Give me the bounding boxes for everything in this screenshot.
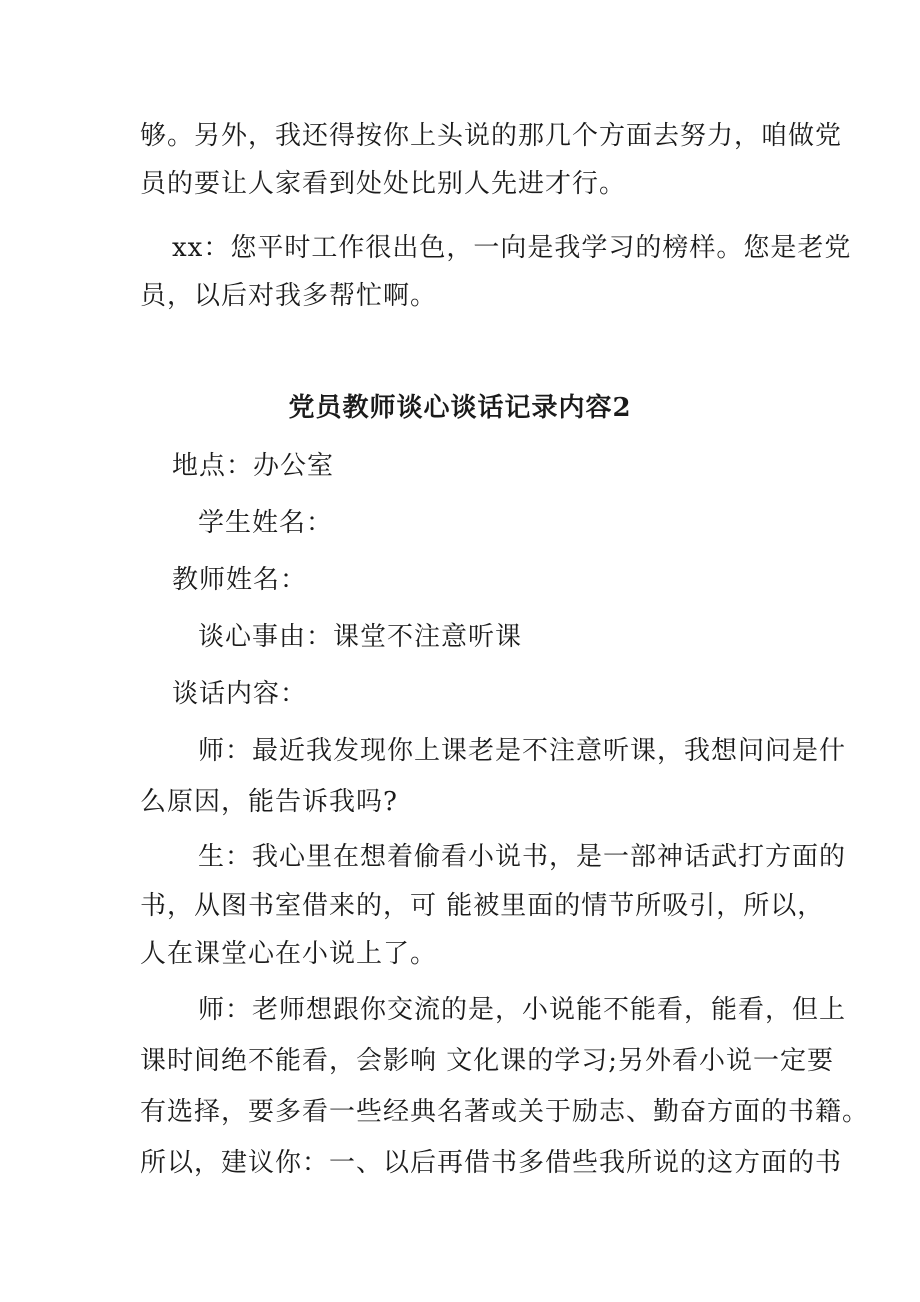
- location-line: 地点：办公室: [172, 451, 335, 481]
- dialogue-line: 么原因，能告诉我吗?: [140, 787, 398, 817]
- dialogue-line: 人在课堂心在小说上了。: [140, 939, 438, 969]
- dialogue-line: 课时间绝不能看，会影响 文化课的学习;另外看小说一定要: [140, 1046, 835, 1076]
- student-name-line: 学生姓名：: [198, 508, 334, 538]
- dialogue-line: 所以，建议你：一、以后再借书多借些我所说的这方面的书: [140, 1148, 843, 1178]
- paragraph-line: 员，以后对我多帮忙啊。: [140, 281, 438, 311]
- dialogue-line: 师：最近我发现你上课老是不注意听课，我想问问是什: [198, 736, 847, 766]
- content-label: 谈话内容：: [172, 679, 308, 709]
- section-title: 党员教师谈心谈话记录内容2: [288, 393, 632, 423]
- teacher-name-line: 教师姓名：: [172, 565, 308, 595]
- paragraph-line: xx：您平时工作很出色，一向是我学习的榜样。您是老党: [172, 233, 852, 263]
- reason-line: 谈心事由：课堂不注意听课: [198, 622, 523, 652]
- dialogue-line: 生：我心里在想着偷看小说书，是一部神话武打方面的: [198, 842, 847, 872]
- paragraph-line: 员的要让人家看到处处比别人先进才行。: [140, 169, 627, 199]
- dialogue-line: 书，从图书室借来的，可 能被里面的情节所吸引，所以，: [140, 891, 825, 921]
- dialogue-line: 有选择，要多看一些经典名著或关于励志、勤奋方面的书籍。: [140, 1097, 870, 1127]
- dialogue-line: 师：老师想跟你交流的是，小说能不能看，能看，但上: [198, 995, 847, 1025]
- paragraph-line: 够。另外，我还得按你上头说的那几个方面去努力，咱做党: [140, 121, 843, 151]
